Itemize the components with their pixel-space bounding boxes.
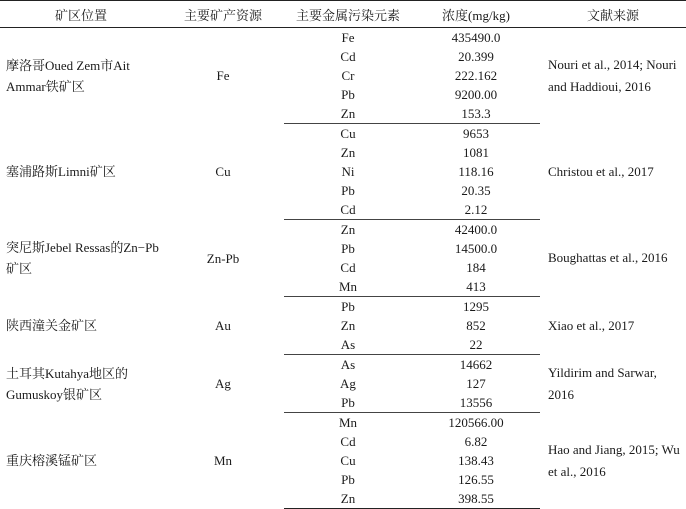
concentration-cell: 120566.00 <box>448 415 504 430</box>
source-cell: Boughattas et al., 2016 <box>548 250 668 265</box>
element-cell: Cd <box>340 434 356 449</box>
element-cell: Cd <box>340 260 356 275</box>
concentration-cell: 222.162 <box>454 68 498 83</box>
element-cell: Pb <box>341 299 355 314</box>
location-cell: 陕西潼关金矿区 <box>6 318 98 333</box>
concentration-cell: 9653 <box>463 126 489 141</box>
header-row <box>0 1 686 28</box>
table-row <box>0 297 686 317</box>
location-cell: 突尼斯Jebel Ressas的Zn−Pb矿区 <box>6 240 159 276</box>
source-cell: Yildirim and Sarwar, 2016 <box>548 364 657 402</box>
concentration-cell: 398.55 <box>412 489 540 509</box>
concentration-cell: 435490.0 <box>451 30 501 45</box>
concentration-cell: 14662 <box>459 357 493 372</box>
concentration-cell: 42400.0 <box>454 222 498 237</box>
concentration-cell: 413 <box>412 277 540 297</box>
element-cell: Zn <box>284 489 412 509</box>
element-cell: Mn <box>338 415 358 430</box>
element-cell: Mn <box>284 277 412 297</box>
source-cell: Nouri et al., 2014; Nouri and Haddioui, 2016 <box>548 56 677 94</box>
table-row <box>0 355 686 375</box>
header-elements: 主要金属污染元素 <box>284 1 412 28</box>
concentration-cell: 6.82 <box>464 434 488 449</box>
concentration-cell: 1081 <box>463 145 489 160</box>
element-cell: Zn <box>340 318 356 333</box>
location-cell: 土耳其Kutahya地区的Gumuskoy银矿区 <box>6 365 129 402</box>
header-location: 矿区位置 <box>0 1 162 28</box>
element-cell: Fe <box>341 30 355 45</box>
concentration-cell: 852 <box>466 318 486 333</box>
concentration-cell: 9200.00 <box>454 87 498 102</box>
element-cell: Ni <box>341 164 355 179</box>
concentration-cell: 14500.0 <box>454 241 498 256</box>
element-cell: Cd <box>340 49 356 64</box>
source-cell: Christou et al., 2017 <box>548 163 654 179</box>
location-cell: 塞浦路斯Limni矿区 <box>6 164 116 179</box>
concentration-cell: 184 <box>466 260 486 275</box>
header-resource: 主要矿产资源 <box>162 1 284 28</box>
source-cell: Hao and Jiang, 2015; Wu et al., 2016 <box>548 441 680 479</box>
element-cell: Pb <box>341 183 355 198</box>
resource-cell: Ag <box>215 376 231 391</box>
element-cell: As <box>284 335 412 355</box>
concentration-cell: 1295 <box>463 299 489 314</box>
element-cell: Cd <box>284 200 412 220</box>
concentration-cell: 22 <box>412 335 540 355</box>
concentration-cell: 126.55 <box>458 472 494 487</box>
element-cell: Pb <box>284 393 412 413</box>
source-cell: Xiao et al., 2017 <box>548 317 635 333</box>
location-cell: 摩洛哥Oued Zem市Ait Ammar铁矿区 <box>6 57 130 94</box>
table-row <box>0 28 686 48</box>
element-cell: Cu <box>340 453 356 468</box>
table-body <box>0 28 686 509</box>
resource-cell: Cu <box>215 164 231 179</box>
element-cell: Ag <box>340 376 356 391</box>
resource-cell: Zn-Pb <box>206 250 240 266</box>
resource-cell: Mn <box>213 453 233 468</box>
resource-cell: Fe <box>216 68 230 84</box>
concentration-cell: 127 <box>466 376 486 391</box>
concentration-cell: 2.12 <box>412 200 540 220</box>
table-row <box>0 220 686 240</box>
element-cell: As <box>340 357 356 372</box>
element-cell: Cr <box>341 68 355 83</box>
concentration-cell: 118.16 <box>458 164 494 179</box>
element-cell: Pb <box>341 241 355 256</box>
concentration-cell: 20.35 <box>461 183 491 198</box>
element-cell: Cu <box>340 126 356 141</box>
table-row <box>0 124 686 144</box>
element-cell: Pb <box>341 472 355 487</box>
table-row <box>0 413 686 433</box>
element-cell: Zn <box>340 145 356 160</box>
location-cell: 重庆榕溪锰矿区 <box>6 453 98 468</box>
element-cell: Zn <box>284 104 412 124</box>
element-cell: Zn <box>340 222 356 237</box>
concentration-cell: 153.3 <box>412 104 540 124</box>
concentration-cell: 20.399 <box>458 49 494 64</box>
concentration-cell: 13556 <box>412 393 540 413</box>
resource-cell: Au <box>215 318 231 333</box>
concentration-cell: 138.43 <box>458 453 494 468</box>
header-concentration: 浓度(mg/kg) <box>412 1 540 28</box>
element-cell: Pb <box>341 87 355 102</box>
header-source: 文献来源 <box>540 1 686 28</box>
